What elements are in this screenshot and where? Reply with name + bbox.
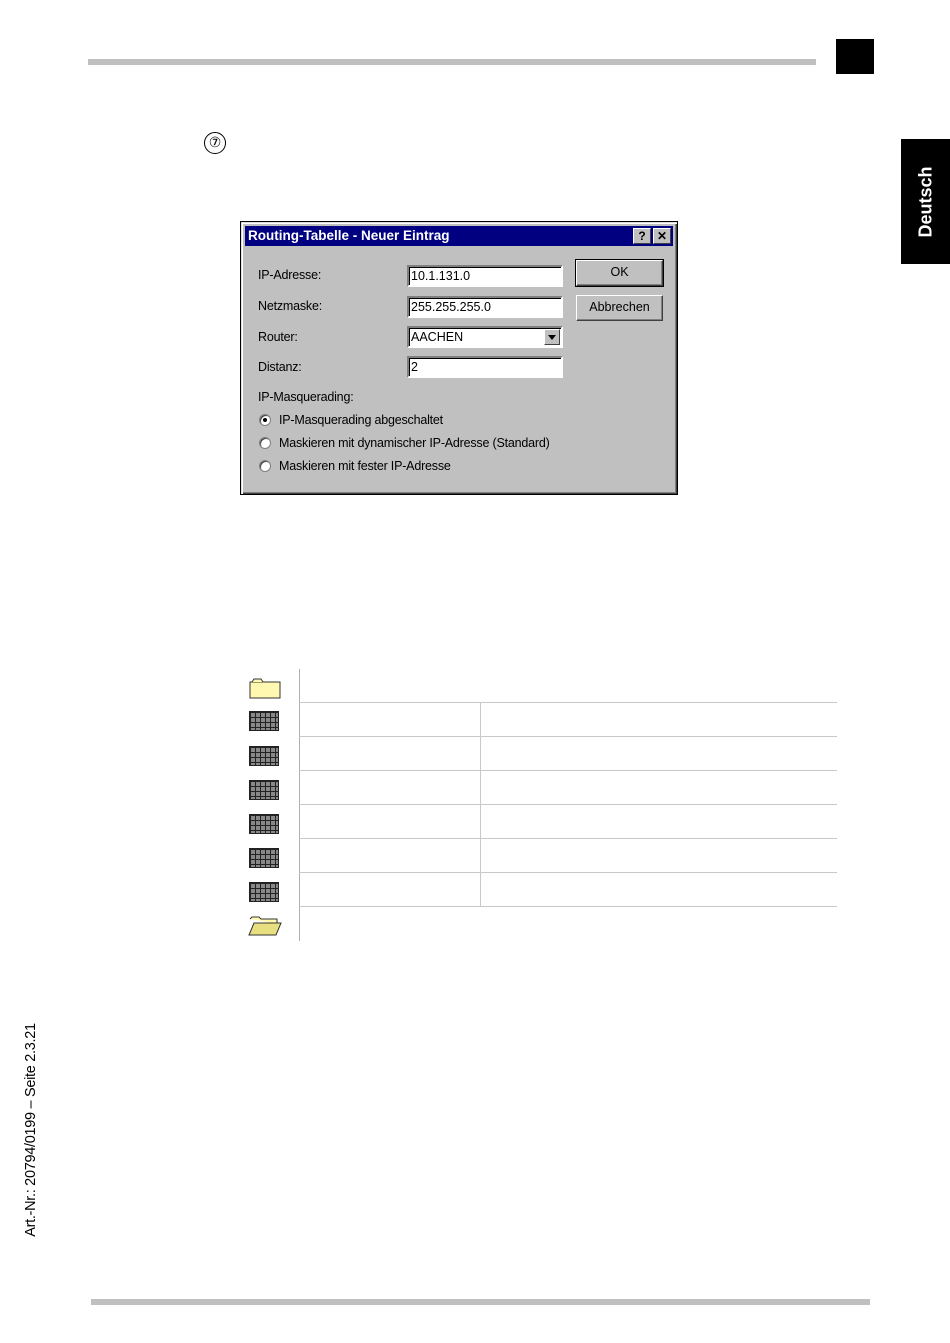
radio-masquerading-fixed[interactable] <box>259 460 271 472</box>
router-select[interactable] <box>407 326 563 348</box>
radio-masquerading-dynamic-label: Maskieren mit dynamischer IP-Adresse (Standard) <box>279 436 550 450</box>
table-column-separator <box>480 771 481 805</box>
table-row-separator <box>299 804 837 805</box>
dialog-title: Routing-Tabelle - Neuer Eintrag <box>248 228 450 243</box>
table-column-separator <box>480 805 481 839</box>
masquerading-label: IP-Masquerading: <box>258 390 354 404</box>
cancel-button[interactable]: Abbrechen <box>576 295 663 321</box>
table-column-separator <box>480 873 481 907</box>
grid-icon <box>249 711 279 731</box>
article-number-text: Art.-Nr.: 20794/0199 – Seite 2.3.21 <box>23 1023 39 1237</box>
language-tab-label: Deutsch <box>915 165 935 238</box>
corner-marker <box>836 39 874 74</box>
table-row-separator <box>299 736 837 737</box>
folder-open-icon <box>248 916 282 936</box>
netmask-value: 255.255.255.0 <box>411 300 491 314</box>
radio-masquerading-off[interactable] <box>259 414 271 426</box>
radio-masquerading-off-label: IP-Masquerading abgeschaltet <box>279 413 443 427</box>
chevron-down-icon[interactable] <box>544 329 560 345</box>
step-marker: ⑦ <box>204 132 226 154</box>
radio-masquerading-fixed-label: Maskieren mit fester IP-Adresse <box>279 459 451 473</box>
table-row-separator <box>299 906 837 907</box>
grid-icon <box>249 814 279 834</box>
folder-closed-icon <box>249 678 281 699</box>
distance-input[interactable] <box>407 356 563 378</box>
table-column-separator <box>480 703 481 737</box>
table-row-separator <box>299 872 837 873</box>
distance-value: 2 <box>411 360 418 374</box>
language-tab <box>901 139 950 264</box>
routing-dialog <box>240 221 678 495</box>
distance-label: Distanz: <box>258 360 302 374</box>
netmask-label: Netzmaske: <box>258 299 322 313</box>
close-button[interactable]: ✕ <box>653 228 671 244</box>
top-rule <box>88 59 816 65</box>
ip-address-label: IP-Adresse: <box>258 268 322 282</box>
netmask-input[interactable] <box>407 296 563 318</box>
dialog-titlebar <box>245 226 673 246</box>
ok-button[interactable]: OK <box>576 260 663 286</box>
grid-icon <box>249 848 279 868</box>
ip-address-value: 10.1.131.0 <box>411 269 471 283</box>
table-row-separator <box>299 838 837 839</box>
table-column-separator <box>480 737 481 771</box>
router-label: Router: <box>258 330 298 344</box>
table-vertical-rule <box>299 669 300 941</box>
grid-icon <box>249 882 279 902</box>
table-row-separator <box>299 702 837 703</box>
table-row-separator <box>299 770 837 771</box>
grid-icon <box>249 746 279 766</box>
help-button[interactable]: ? <box>633 228 651 244</box>
router-value: AACHEN <box>411 330 464 344</box>
table-column-separator <box>480 839 481 873</box>
radio-masquerading-dynamic[interactable] <box>259 437 271 449</box>
ip-address-input[interactable] <box>407 265 563 287</box>
bottom-rule <box>91 1299 870 1305</box>
grid-icon <box>249 780 279 800</box>
